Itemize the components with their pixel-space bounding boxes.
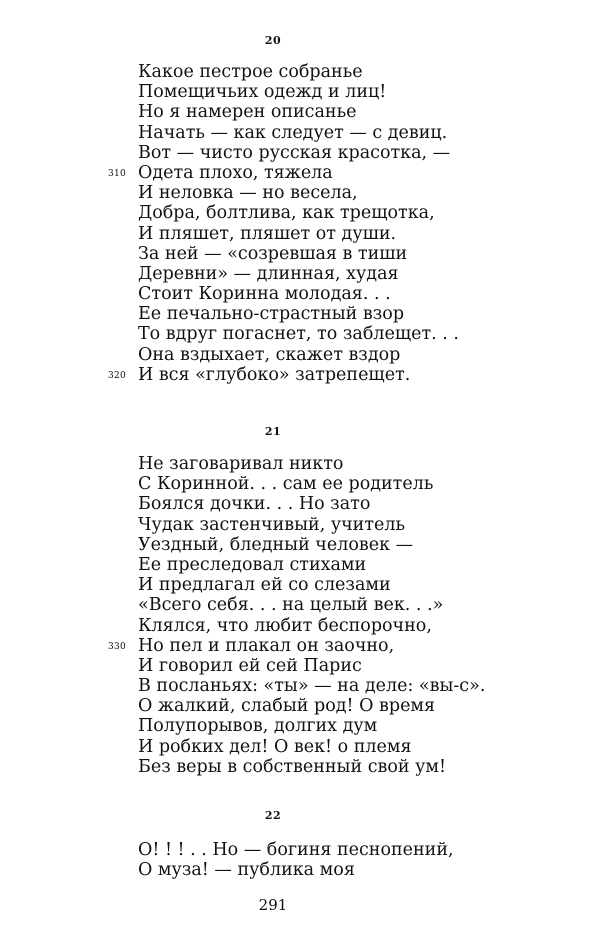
verse-line: О! ! ! . . Но — богиня песнопений,	[138, 840, 454, 860]
verse-line: Ее преследовал стихами	[138, 554, 367, 575]
verse-line: И предлагал ей со слезами	[138, 575, 391, 596]
verse-line: Помещичьих одежд и лиц!	[138, 82, 387, 103]
verse-line: «Всего себя. . . на целый век. . .»	[138, 595, 444, 616]
stanza-number: 22	[264, 809, 282, 822]
page-number: 291	[258, 896, 288, 914]
verse-line: Уездный, бледный человек —	[138, 534, 414, 555]
verse-line: Боялся дочки. . . Но зато	[138, 494, 371, 515]
verse-line: И говорил ей сей Парис	[138, 655, 362, 676]
verse-line: И робких дел! О век! о племя	[138, 736, 412, 757]
verse-line: Вот — чисто русская красотка, —	[138, 142, 451, 163]
verse-line: Чудак застенчивый, учитель	[138, 514, 406, 535]
verse-line: Начать — как следует — с девиц.	[138, 122, 448, 143]
verse-line: Деревни» — длинная, худая	[138, 263, 399, 284]
verse-line: Без веры в собственный свой ум!	[138, 756, 447, 777]
verse-line: 320 И вся «глубоко» затрепещет.	[108, 364, 411, 385]
verse-line: Какое пестрое собранье	[138, 62, 363, 82]
line-number: 330	[108, 641, 127, 652]
line-number: 310	[108, 168, 127, 179]
verse-line: С Коринной. . . сам ее родитель	[138, 474, 434, 495]
verse-line: О жалкий, слабый род! О время	[138, 696, 436, 717]
verse-line: И пляшет, пляшет от души.	[138, 223, 397, 244]
verse-line: 310 Одета плохо, тяжела	[108, 162, 333, 183]
verse-line: Добра, болтлива, как трещотка,	[138, 203, 435, 224]
verse-line: И неловка — но весела,	[138, 183, 358, 204]
verse-line: Клялся, что любит беспорочно,	[138, 615, 432, 636]
verse-line: Стоит Коринна молодая. . .	[138, 284, 391, 305]
verse-line: В посланьях: «ты» — на деле: «вы-с».	[138, 676, 486, 697]
stanza-22	[138, 840, 454, 880]
stanza-21	[108, 454, 486, 777]
verse-line: За ней — «созревшая в тиши	[138, 243, 408, 264]
verse-line: 330 Но пел и плакал он заочно,	[108, 635, 395, 656]
line-number: 320	[108, 370, 127, 381]
stanza-number: 21	[264, 425, 282, 438]
verse-line: Не заговаривал никто	[138, 454, 344, 474]
stanza-number: 20	[264, 34, 282, 47]
verse-line: Она вздыхает, скажет вздор	[138, 344, 401, 365]
verse-line: Но я намерен описанье	[138, 102, 357, 123]
verse-line: Полупорывов, долгих дум	[138, 716, 378, 737]
verse-line: О муза! — публика моя	[138, 860, 355, 881]
stanza-20	[108, 62, 459, 385]
verse-line: То вдруг погаснет, то заблещет. . .	[138, 324, 459, 345]
verse-line: Ее печально-страстный взор	[138, 304, 405, 325]
